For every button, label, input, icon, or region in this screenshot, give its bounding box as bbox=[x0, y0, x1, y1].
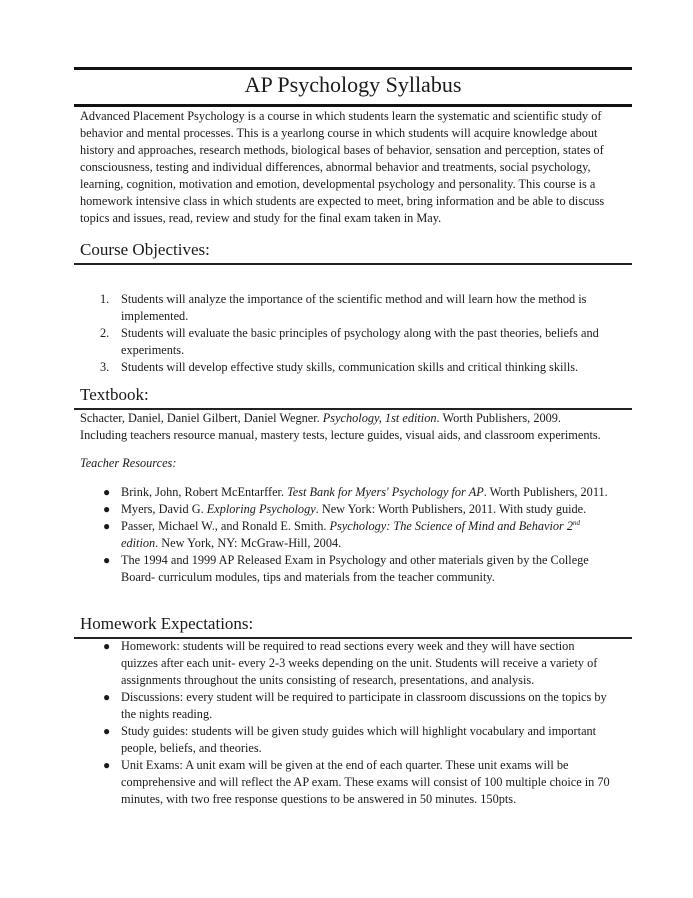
resource-title-cont: edition bbox=[121, 536, 156, 550]
bullet-icon: ● bbox=[103, 724, 111, 738]
bullet-icon: ● bbox=[103, 758, 111, 772]
resource-item bbox=[74, 484, 632, 501]
homework-item bbox=[74, 757, 632, 808]
resource-authors: Passer, Michael W., and Ronald E. Smith. bbox=[121, 519, 330, 533]
homework-item bbox=[74, 723, 632, 757]
resource-authors: Brink, John, Robert McEntarffer. bbox=[121, 485, 288, 499]
intro-paragraph: Advanced Placement Psychology is a course in which students learn the systematic and scientific study of behavior and mental processes. This is a yearlong course in which students will acquire knowledge about history and approaches, research methods, biological bases of behavior, sensation and perception, states of consciousness, testing and individual differences, abnormal behavior and treatments, social psychology, learning, cognition, motivation and emotion, developmental psychology and personality. This course is a homework intensive class in which students are expected to meet, bring information and be able to discuss topics and issues, read, review and study for the final exam taken in May. bbox=[80, 109, 605, 225]
objective-text: Students will analyze the importance of the scientific method and will learn how the method is implemented. bbox=[121, 292, 587, 323]
citation-publisher: . Worth Publishers, 2009. bbox=[436, 411, 562, 425]
resource-text: The 1994 and 1999 AP Released Exam in Psychology and other materials given by the College Board- curriculum modules, tips and materials from the teacher community. bbox=[121, 553, 589, 584]
bullet-icon: ● bbox=[103, 690, 111, 704]
objective-number: 2. bbox=[100, 326, 110, 340]
homework-text: Unit Exams: A unit exam will be given at the end of each quarter. These unit exams will be comprehensive and will reflect the AP exam. These exams will consist of 100 multiple choice in 70 minutes, with two free response questions to be answered in 50 minutes. 150pts. bbox=[121, 758, 610, 806]
teacher-resources-list bbox=[74, 484, 632, 586]
bullet-icon: ● bbox=[103, 553, 111, 567]
homework-text: Homework: students will be required to read sections every week and they will have section quizzes after each unit- every 2-3 weeks depending on the unit. Students will receive a variety of assignments throughout the units consisting of research, presentations, and analysis. bbox=[121, 639, 598, 687]
resource-title: Exploring Psychology bbox=[206, 502, 316, 516]
objective-number: 3. bbox=[100, 360, 110, 374]
title-bottom-rule bbox=[74, 104, 632, 107]
resource-title: Test Bank for Myers' Psychology for AP bbox=[287, 485, 484, 499]
resource-title: Psychology: The Science of Mind and Behavior 2 bbox=[329, 519, 574, 533]
textbook-citation bbox=[80, 410, 628, 444]
textbook-note: Including teachers resource manual, mastery tests, lecture guides, visual aids, and classroom experiments. bbox=[80, 428, 601, 442]
resource-authors: Myers, David G. bbox=[121, 502, 207, 516]
objectives-heading: Course Objectives: bbox=[80, 240, 210, 259]
objective-item bbox=[74, 325, 632, 359]
homework-heading: Homework Expectations: bbox=[80, 614, 254, 633]
textbook-heading: Textbook: bbox=[80, 385, 149, 404]
resource-publisher: . New York: Worth Publishers, 2011. With study guide. bbox=[315, 502, 587, 516]
homework-text: Discussions: every student will be required to participate in classroom discussions on the topics by the nights reading. bbox=[121, 690, 607, 721]
objective-text: Students will develop effective study skills, communication skills and critical thinking skills. bbox=[121, 360, 579, 374]
bullet-icon: ● bbox=[103, 519, 111, 533]
resource-publisher: . Worth Publishers, 2011. bbox=[483, 485, 608, 499]
objective-item bbox=[74, 291, 632, 325]
bullet-icon: ● bbox=[103, 502, 111, 516]
objective-item bbox=[74, 359, 632, 376]
teacher-resources-heading: Teacher Resources: bbox=[80, 456, 177, 470]
page-title: AP Psychology Syllabus bbox=[244, 72, 462, 97]
bullet-icon: ● bbox=[103, 639, 111, 653]
resource-item bbox=[74, 518, 632, 552]
homework-item bbox=[74, 689, 632, 723]
homework-list bbox=[74, 638, 632, 808]
objective-number: 1. bbox=[100, 292, 110, 306]
citation-title: Psychology, 1st edition bbox=[322, 411, 437, 425]
resource-item bbox=[74, 501, 632, 518]
citation-authors: Schacter, Daniel, Daniel Gilbert, Daniel Wegner. bbox=[80, 411, 323, 425]
resource-title-superscript: nd bbox=[573, 518, 581, 527]
resource-item bbox=[74, 552, 632, 586]
title-top-rule bbox=[74, 67, 632, 70]
objectives-rule bbox=[74, 263, 632, 265]
homework-text: Study guides: students will be given study guides which will highlight vocabulary and important people, beliefs, and theories. bbox=[121, 724, 597, 755]
objectives-list bbox=[74, 291, 632, 376]
homework-item bbox=[74, 638, 632, 689]
bullet-icon: ● bbox=[103, 485, 111, 499]
objective-text: Students will evaluate the basic principles of psychology along with the past theories, beliefs and experiments. bbox=[121, 326, 599, 357]
resource-publisher: . New York, NY: McGraw-Hill, 2004. bbox=[155, 536, 342, 550]
